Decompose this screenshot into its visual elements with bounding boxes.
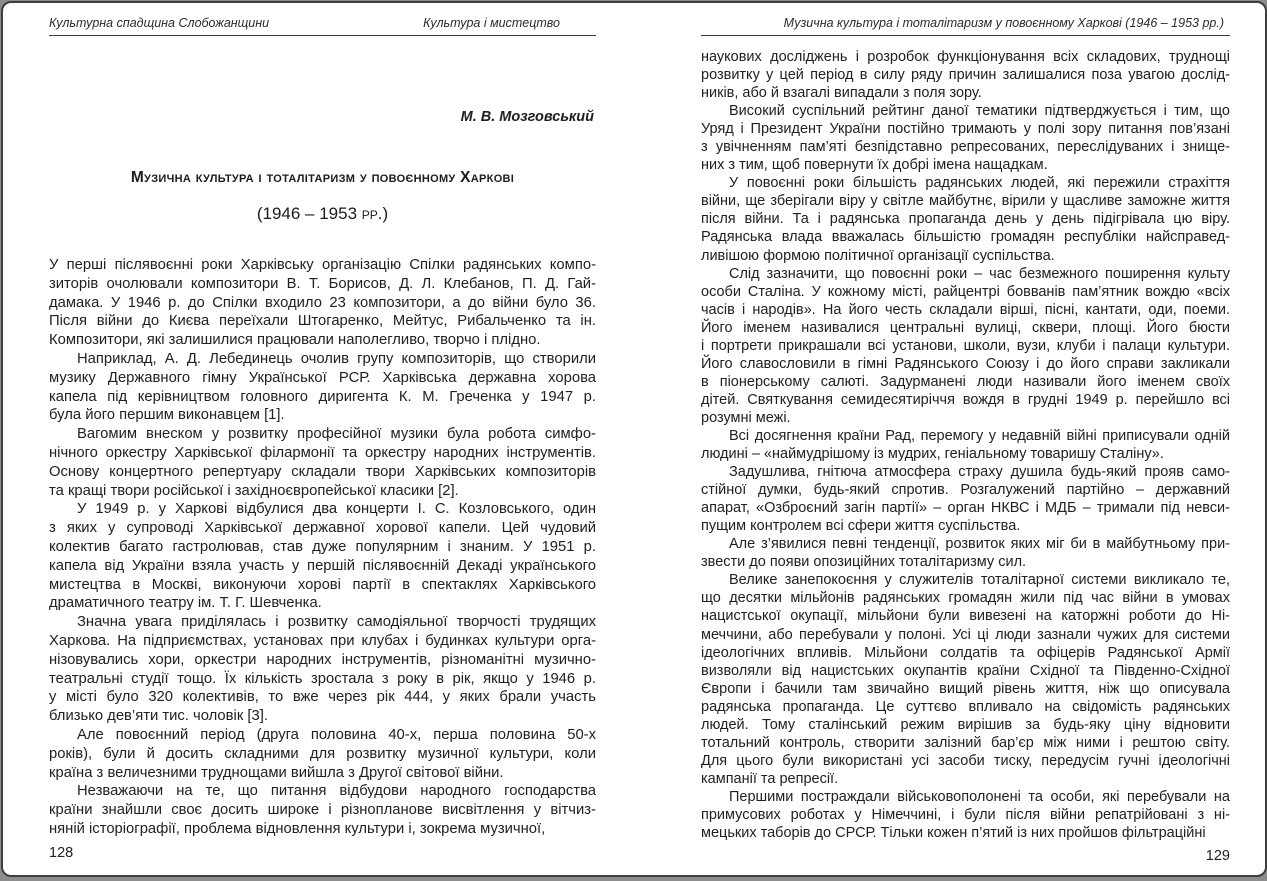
- running-header-section-title: Культура і мистецтво: [423, 16, 560, 30]
- text-line: наукових досліджень і розробок функціонування всіх складових, труднощі: [701, 49, 1230, 65]
- header-rule: [49, 35, 596, 36]
- text-line: Велике занепокоєння у служителів тоталітарної системи викликало те,: [729, 572, 1230, 589]
- running-header-article-title: Музична культура і тоталітаризм у повоєнному Харкові (1946 – 1953 рр.): [783, 16, 1224, 30]
- text-line: ників, або й взагалі випадали з поля зору.: [701, 85, 982, 102]
- text-line: людині – «наймудрішому із мудрих, геніальному товаришу Сталіну».: [701, 446, 1164, 463]
- text-line: радянська пропаганда. Це суттєво впливало на свідомість радянських: [701, 698, 1230, 715]
- text-line: з яких у супроводі Харківської державної хорової капели. Цей чудовий: [49, 520, 596, 537]
- text-line: Високий суспільний рейтинг даної тематики підтверджується і тим, що: [729, 103, 1230, 120]
- paragraph: [49, 256, 596, 350]
- text-line: розвитку у цей період в силу ряду причин залишалися поза увагою дослід-: [701, 67, 1230, 84]
- body-text-left: [49, 256, 596, 839]
- text-line: меччини, або перебували у полоні. Усі ці люди зазнали чужих для системи: [701, 626, 1230, 643]
- text-line: особи Сталіна. У кожному місті, райцентрі бовванів пам’ятник вождю «всіх: [701, 283, 1230, 300]
- text-line: капела від України взяла участь у першій післявоєнній Декаді українського: [49, 557, 596, 574]
- running-header-series-title: Культурна спадщина Слобожанщини: [49, 16, 270, 30]
- article-subtitle: (1946 – 1953 рр.): [256, 204, 389, 223]
- author-name: М. В. Мозговський: [460, 109, 594, 125]
- text-line: нізовувались хори, оркестри народних інструментів, різноманітні музично-: [49, 651, 596, 668]
- paragraph: [49, 500, 596, 613]
- paragraph: [701, 427, 1230, 463]
- text-line: них з тим, щоб повернути їх добрі імена нащадкам.: [701, 157, 1048, 174]
- text-line: пущим контролем всі сфери життя суспільства.: [701, 518, 1021, 535]
- text-line: та кращі твори російської і західноєвропейської класики [2].: [49, 482, 459, 499]
- text-line: Європи і бачили там звичайно вищий рівень життя, ніж що описувала: [701, 680, 1230, 697]
- header-rule: [701, 35, 1230, 36]
- text-line: Основу концертного репертуару складали твори Харківських композиторів: [49, 463, 596, 480]
- paragraph: [701, 102, 1230, 174]
- text-line: Вагомим внеском у розвитку професійної музики була робота симфо-: [77, 426, 596, 443]
- paragraph: [49, 726, 596, 782]
- text-line: Наприклад, А. Д. Лебединець очолив групу композиторів, що створили: [77, 350, 596, 367]
- text-line: визволяли від нацистських окупантів країни Східної та Південно-Східної: [701, 662, 1230, 679]
- text-line: Всі досягнення країни Рад, перемогу у недавній війні приписували одній: [729, 427, 1230, 444]
- paragraph: [701, 174, 1230, 264]
- text-line: Але з’явилися певні тенденції, розвиток яких міг би в майбутньому при-: [729, 536, 1230, 553]
- text-line: апарат, «Озброєний загін партії» – орган НКВС і МДБ – тримали під невси-: [701, 500, 1230, 517]
- text-line: що десятки мільйонів радянських громадян жили під час війни в умовах: [701, 590, 1230, 607]
- text-line: Для цього були використані усі засоби тиску, передусім гучні ідеологічні: [701, 752, 1230, 769]
- text-line: звести до появи опозиційних тоталітаризму сил.: [701, 554, 1027, 571]
- text-line: стійної думки, будь-який спротив. Розгалужений партійно – державний: [701, 482, 1230, 499]
- text-line: була його першим виконавцем [1].: [49, 407, 285, 424]
- text-line: нацистської окупації, мільйони були вивезені на каторжні роботи до Ні-: [701, 608, 1230, 625]
- book-spread: [1, 1, 1267, 877]
- text-line: після війни. Та і радянська пропаганда день у день підігрівала цю віру.: [701, 211, 1230, 228]
- text-line: Композитори, які залишилися працювали наполегливо, творчо і плідно.: [49, 332, 541, 349]
- paragraph: [701, 265, 1230, 427]
- text-line: няній історіографії, проблема відновлення культури і, зокрема музичної,: [49, 820, 546, 837]
- text-line: Радянська влада вважалась більшістю громадян республіки найсправед-: [701, 229, 1230, 246]
- text-line: років), були й досить складними для розвитку музичної культури, коли: [49, 745, 596, 762]
- text-line: У перші післявоєнні роки Харківську організацію Спілки радянських компо-: [49, 257, 596, 273]
- text-line: музику Державного гімну Української РСР. Харківська державна хорова: [49, 369, 596, 386]
- paragraph: [701, 463, 1230, 535]
- text-line: країни знайшли своє досить широке і різнопланове висвітлення у вітчиз-: [49, 802, 596, 819]
- text-line: дамака. У 1946 р. до Спілки входило 23 композитори, а до війни було 36.: [49, 294, 596, 311]
- text-line: і портрети прикрашали всі установи, школи, вузи, клуби і палаци культури.: [701, 337, 1230, 354]
- text-line: театральні студії тощо. Їх кількість зростала з року в рік, якщо у 1946 р.: [49, 670, 596, 687]
- text-line: драматичного театру ім. Т. Г. Шевченка.: [49, 595, 322, 612]
- text-line: зиторів очолювали композитори В. Т. Борисов, Д. Л. Клебанов, П. Д. Гай-: [49, 275, 596, 292]
- page-right: [701, 3, 1230, 875]
- text-line: в піонерському салюті. Задурманені люди називали його іменем своїх: [701, 373, 1230, 390]
- text-line: кампанії та репресії.: [701, 770, 839, 787]
- text-line: дітей. Святкування семидесятиріччя вождя в грудні 1949 р. перейшло всі: [701, 391, 1230, 408]
- page-number-right: 129: [1205, 848, 1230, 864]
- paragraph: [701, 48, 1230, 102]
- paragraph: [49, 613, 596, 726]
- text-line: Задушлива, гнітюча атмосфера страху душила будь-який прояв само-: [729, 464, 1230, 481]
- page-left: [49, 3, 596, 875]
- paragraph: [701, 535, 1230, 571]
- text-line: тотальний контроль, створити залізний бар’єр між ними і рештою світу.: [701, 734, 1230, 751]
- paragraph: [49, 425, 596, 500]
- text-line: Його іменем називалися центральні вулиці, сквери, площі. Його бюсти: [701, 319, 1230, 336]
- text-line: у місті було 320 колективів, то вже через рік 444, у яких брали участь: [49, 689, 596, 706]
- paragraph: [49, 350, 596, 425]
- paragraph: [49, 782, 596, 838]
- text-line: Значна увага приділялась і розвитку самодіяльної творчості трудящих: [77, 614, 596, 631]
- text-line: примусових роботах у Німеччині, і були після війни репатрійовані з ні-: [701, 806, 1230, 823]
- text-line: Але повоєнний період (друга половина 40-х, перша половина 50-х: [77, 726, 596, 743]
- text-line: капела під керівництвом головного диригента К. М. Греченка у 1947 р.: [49, 388, 596, 405]
- text-line: Незважаючи на те, що питання відбудови народного господарства: [77, 783, 596, 800]
- text-line: Його славословили в гімні Радянського Союзу і до його справи закликали: [701, 355, 1230, 372]
- text-line: нічного оркестру Харківської філармонії та оркестру народних інструментів.: [49, 444, 596, 461]
- text-line: людей. Тому сталінський режим вирішив за будь-яку ціну відновити: [701, 716, 1230, 733]
- paragraph: [701, 788, 1230, 842]
- page-number-left: 128: [49, 845, 74, 861]
- text-line: мецьких таборів до СРСР. Тільки кожен п’ятий із них пройшов фільтраційні: [701, 825, 1206, 842]
- text-line: ливішою формою політичної організації суспільства.: [701, 247, 1055, 264]
- text-line: розумні межі.: [701, 409, 791, 426]
- text-line: Харкова. На підприємствах, установах при клубах і будинках культури орга-: [49, 632, 596, 649]
- text-line: У 1949 р. у Харкові відбулися два концерти І. С. Козловського, один: [77, 501, 596, 518]
- article-title: Музична культура і тоталітаризм у повоєнному Харкові: [130, 169, 515, 186]
- text-line: з увічненням пам’яті безпідставно репресованих, переслідуваних і знище-: [701, 139, 1230, 156]
- text-line: Першими постраждали військовополонені та особи, які перебували на: [729, 788, 1230, 805]
- body-text-right: [701, 48, 1230, 842]
- text-line: близько дев’яти тис. чоловік [3].: [49, 708, 268, 725]
- text-line: У повоєнні роки більшість радянських людей, які пережили страхіття: [729, 175, 1230, 192]
- text-line: мистецтва в Москві, виконуючи хорові партії в спектаклях Харківського: [49, 576, 596, 593]
- text-line: війни, ще зберігали віру у світле майбутнє, вірили у щасливе заможне життя: [701, 193, 1230, 210]
- text-line: країна з величезними труднощами вийшла з Другої світової війни.: [49, 764, 504, 781]
- text-line: часів і народів». На його честь складали вірші, пісні, кантати, оди, поеми.: [701, 301, 1230, 318]
- text-line: колектив багато гастролював, став дуже популярним і знаним. У 1951 р.: [49, 538, 596, 555]
- text-line: Уряд і Президент України постійно тримають у полі зору питання пов’язані: [701, 121, 1230, 138]
- text-line: Після війни до Києва переїхали Штогаренко, Мейтус, Рибальченко та ін.: [49, 313, 596, 330]
- text-line: ідеологічних впливів. Мільйони солдатів та офіцерів Радянської Армії: [701, 644, 1230, 661]
- text-line: Слід зазначити, що повоєнні роки – час безмежного поширення культу: [729, 265, 1230, 282]
- paragraph: [701, 571, 1230, 788]
